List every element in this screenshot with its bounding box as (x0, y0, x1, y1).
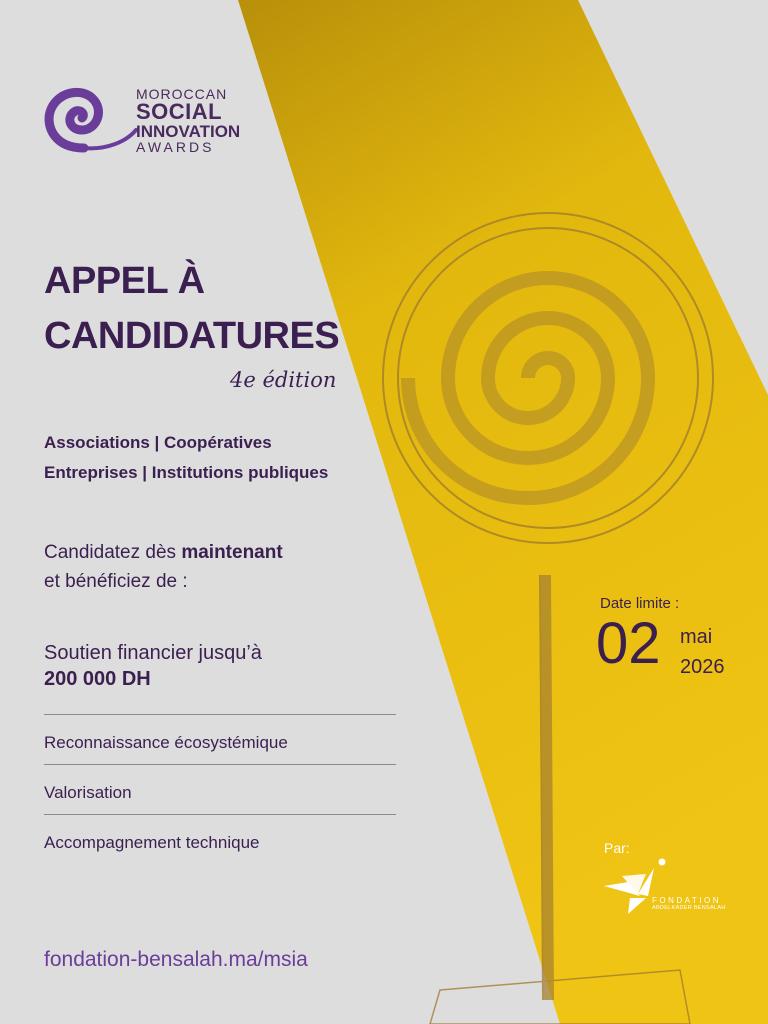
title-line-2: CANDIDATURES (44, 315, 340, 357)
benefits-list (44, 714, 396, 864)
apply-emphasis: maintenant (181, 542, 283, 563)
deadline-year: 2026 (680, 656, 725, 678)
deadline-label: Date limite : (600, 595, 680, 612)
apply-line-2: et bénéficiez de : (44, 571, 188, 592)
logo-line-innovation: INNOVATION (136, 122, 241, 141)
benefit-item: Reconnaissance écosystémique (44, 714, 396, 764)
apply-callout (44, 538, 283, 596)
targets-line-2: Entreprises | Institutions publiques (44, 463, 329, 482)
deadline-month-year (680, 622, 725, 682)
logo-line-awards: AWARDS (136, 139, 215, 155)
benefit-item: Accompagnement technique (44, 814, 396, 864)
apply-prefix: Candidatez dès (44, 542, 182, 563)
benefit-item: Valorisation (44, 764, 396, 814)
logo-wordmark (136, 87, 240, 154)
sponsor-name (652, 897, 726, 912)
support-line: Soutien financier jusqu’à (44, 642, 262, 664)
logo-line-moroccan: MOROCCAN (136, 86, 228, 102)
targets-line-1: Associations | Coopératives (44, 433, 272, 452)
apply-line-1 (44, 538, 283, 567)
page-title (44, 254, 339, 364)
sponsor-name-line-1: FONDATION (652, 896, 722, 905)
target-audiences (44, 428, 328, 488)
deadline-month: mai (680, 626, 713, 648)
website-link[interactable]: fondation-bensalah.ma/msia (44, 948, 308, 971)
title-line-1: APPEL À (44, 260, 205, 302)
deadline-day: 02 (596, 611, 661, 676)
logo-line-social: SOCIAL (136, 99, 223, 124)
edition-label: 4e édition (230, 368, 337, 392)
sponsor-name-line-2: ABDELKADER BENSALAH (652, 905, 726, 911)
sponsor-label: Par: (604, 840, 630, 856)
financial-support (44, 640, 262, 692)
support-amount: 200 000 DH (44, 668, 151, 690)
